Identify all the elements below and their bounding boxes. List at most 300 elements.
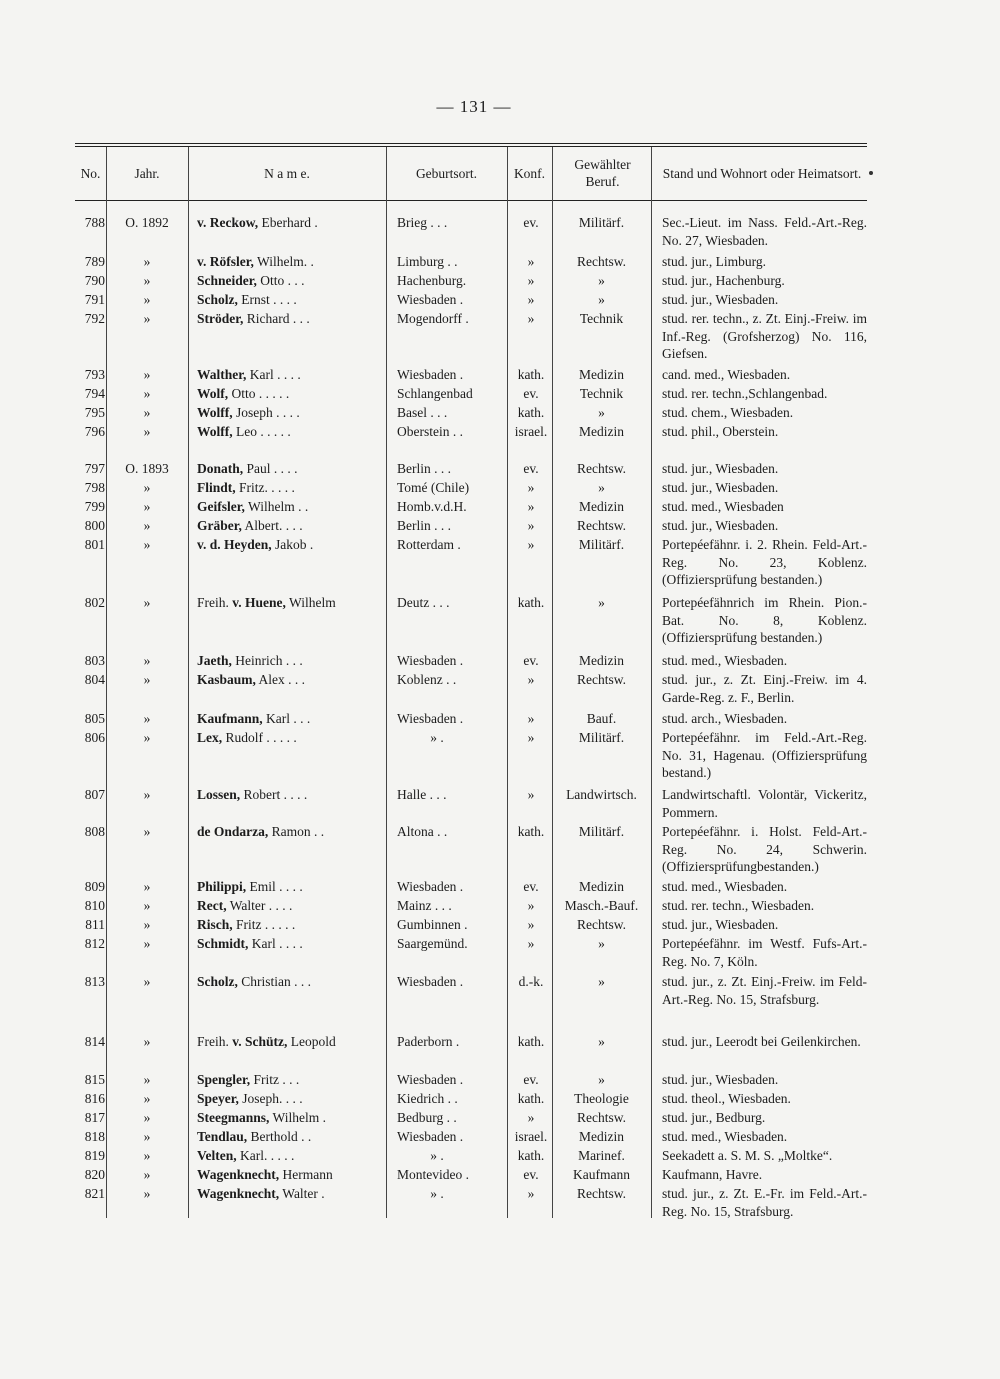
given-name: Karl . . . . (249, 367, 301, 382)
cell-geburtsort: Altona . . (397, 824, 448, 839)
cell-geburtsort: Mainz . . . (397, 898, 452, 913)
cell-name (197, 671, 383, 689)
cell-geburtsort: Wiesbaden . (397, 367, 464, 382)
cell-jahr: » (143, 898, 151, 913)
surname: Geifsler, (197, 499, 245, 514)
cell-stand: Portepéefähnrich im Rhein. Pion.-Bat. No. 8, Koblenz. (Offiziersprüfung bestanden.) (662, 595, 867, 646)
cell-no: 808 (84, 824, 105, 839)
cell-konf: » (527, 311, 535, 326)
cell-geburtsort: Montevideo . (397, 1167, 469, 1182)
cell-name (197, 710, 383, 728)
cell-geburtsort: » . (430, 1148, 444, 1163)
cell-stand: stud. rer. techn., z. Zt. Einj.-Freiw. im Inf.-Reg. (Grofsherzog) No. 116, Giefsen. (662, 311, 867, 362)
cell-stand: stud. theol., Wiesbaden. (662, 1091, 791, 1106)
surname: Steegmanns, (197, 1110, 270, 1125)
surname: Velten, (197, 1148, 237, 1163)
cell-geburtsort: Rotterdam . (397, 537, 461, 552)
cell-jahr: » (143, 879, 151, 894)
cell-beruf: Militärf. (578, 537, 625, 552)
cell-no: 797 (84, 461, 105, 476)
given-name: Otto . . . (260, 273, 305, 288)
cell-jahr: » (143, 653, 151, 668)
column-divider (651, 147, 652, 1218)
cell-konf: ev. (523, 879, 539, 894)
cell-name (197, 878, 383, 896)
given-name: Karl . . . (266, 711, 311, 726)
given-name: Karl. . . . . (240, 1148, 295, 1163)
cell-jahr: » (143, 273, 151, 288)
given-name: Emil . . . . (249, 879, 303, 894)
cell-stand: stud. med., Wiesbaden (662, 499, 784, 514)
cell-no: 796 (84, 424, 105, 439)
cell-no: 806 (84, 730, 105, 745)
name-prefix: Freih. (197, 595, 229, 610)
cell-jahr: » (143, 1148, 151, 1163)
cell-konf: kath. (517, 824, 545, 839)
cell-konf: » (527, 480, 535, 495)
cell-beruf: Militärf. (578, 730, 625, 745)
cell-beruf: » (598, 595, 605, 610)
cell-jahr: » (143, 936, 151, 951)
cell-name (197, 404, 383, 422)
cell-geburtsort: Schlangenbad (397, 386, 473, 401)
surname: Risch, (197, 917, 233, 932)
cell-stand: stud. med., Wiesbaden. (662, 653, 788, 668)
surname: Schneider, (197, 273, 257, 288)
cell-name (197, 366, 383, 384)
cell-name (197, 594, 383, 612)
cell-beruf: Kaufmann (573, 1167, 630, 1182)
surname: Spengler, (197, 1072, 251, 1087)
cell-stand: stud. jur., Hachenburg. (662, 273, 785, 288)
surname: v. Schütz, (232, 1034, 288, 1049)
cell-jahr: » (143, 386, 151, 401)
cell-konf: ev. (523, 1072, 539, 1087)
cell-geburtsort: Hachenburg. (397, 273, 467, 288)
given-name: Paul . . . . (246, 461, 298, 476)
cell-no: 795 (84, 405, 105, 420)
given-name: Ramon . . (271, 824, 325, 839)
cell-geburtsort: » . (430, 730, 444, 745)
cell-name (197, 498, 383, 516)
given-name: Richard . . . (246, 311, 310, 326)
cell-geburtsort: Mogendorff . (397, 311, 469, 326)
cell-geburtsort: Homb.v.d.H. (397, 499, 467, 514)
surname: Lex, (197, 730, 223, 745)
cell-no: 788 (84, 215, 105, 230)
cell-geburtsort: Kiedrich . . (397, 1091, 458, 1106)
given-name: Albert. . . . (244, 518, 303, 533)
surname: Speyer, (197, 1091, 239, 1106)
cell-konf: ev. (523, 215, 539, 230)
cell-name (197, 291, 383, 309)
surname: Rect, (197, 898, 227, 913)
cell-jahr: » (143, 1072, 151, 1087)
cell-geburtsort: Wiesbaden . (397, 879, 464, 894)
cell-no: 790 (84, 273, 105, 288)
cell-geburtsort: Berlin . . . (397, 461, 451, 476)
cell-name (197, 973, 383, 991)
cell-konf: » (527, 711, 535, 726)
cell-beruf: Rechtsw. (577, 917, 626, 932)
cell-konf: d.-k. (518, 974, 544, 989)
cell-no: 821 (84, 1186, 105, 1201)
surname: Kasbaum, (197, 672, 256, 687)
cell-jahr: » (143, 292, 151, 307)
cell-geburtsort: Wiesbaden . (397, 974, 464, 989)
surname: Wolff, (197, 405, 233, 420)
surname: de Ondarza, (197, 824, 269, 839)
cell-jahr: » (143, 1167, 151, 1182)
cell-no: 804 (84, 672, 105, 687)
cell-stand: stud. jur., z. Zt. E.-Fr. im Feld.-Art.-Reg. No. 15, Strafsburg. (662, 1186, 867, 1219)
cell-konf: » (527, 936, 535, 951)
cell-name (197, 786, 383, 804)
cell-name (197, 310, 383, 328)
cell-konf: ev. (523, 653, 539, 668)
cell-name (197, 517, 383, 535)
cell-name (197, 1128, 383, 1146)
surname: Kaufmann, (197, 711, 263, 726)
cell-beruf: Rechtsw. (577, 461, 626, 476)
surname: Wolff, (197, 424, 233, 439)
surname: Gräber, (197, 518, 242, 533)
cell-no: 801 (84, 537, 105, 552)
cell-beruf: Rechtsw. (577, 254, 626, 269)
cell-beruf: » (598, 273, 605, 288)
cell-geburtsort: Koblenz . . (397, 672, 457, 687)
top-rule (75, 143, 867, 144)
cell-stand: stud. jur., Limburg. (662, 254, 767, 269)
cell-stand: stud. phil., Oberstein. (662, 424, 779, 439)
cell-geburtsort: Bedburg . . (397, 1110, 457, 1125)
cell-konf: » (527, 1186, 535, 1201)
cell-beruf: Masch.-Bauf. (564, 898, 639, 913)
cell-name (197, 1166, 383, 1184)
surname: Flindt, (197, 480, 236, 495)
cell-geburtsort: Tomé (Chile) (397, 480, 470, 495)
header-jahr: Jahr. (134, 165, 160, 181)
given-name: Berthold . . (250, 1129, 312, 1144)
cell-stand: stud. rer. techn.,Schlangenbad. (662, 386, 828, 401)
cell-stand: stud. jur., Wiesbaden. (662, 480, 779, 495)
cell-no: 815 (84, 1072, 105, 1087)
cell-name (197, 1109, 383, 1127)
header-stand: Stand und Wohnort oder Heimatsort. (662, 165, 862, 181)
cell-konf: » (527, 787, 535, 802)
cell-beruf: Technik (579, 311, 624, 326)
cell-stand: stud. jur., Wiesbaden. (662, 518, 779, 533)
cell-geburtsort: Halle . . . (397, 787, 447, 802)
cell-beruf: Rechtsw. (577, 518, 626, 533)
cell-name (197, 460, 383, 478)
surname: Donath, (197, 461, 244, 476)
cell-geburtsort: Wiesbaden . (397, 711, 464, 726)
cell-name (197, 423, 383, 441)
cell-geburtsort: Wiesbaden . (397, 292, 464, 307)
cell-beruf: » (598, 936, 605, 951)
cell-geburtsort: Paderborn . (397, 1034, 460, 1049)
dot-mark (869, 171, 873, 175)
cell-konf: » (527, 499, 535, 514)
cell-no: 820 (84, 1167, 105, 1182)
cell-jahr: » (143, 518, 151, 533)
cell-konf: ev. (523, 386, 539, 401)
given-name: Hermann (282, 1167, 333, 1182)
cell-stand: stud. jur., Wiesbaden. (662, 1072, 779, 1087)
cell-beruf: » (598, 1072, 605, 1087)
cell-konf: kath. (517, 405, 545, 420)
surname: v. Huene, (232, 595, 286, 610)
given-name: Jakob . (275, 537, 314, 552)
surname: Wolf, (197, 386, 229, 401)
cell-konf: » (527, 518, 535, 533)
cell-no: 794 (84, 386, 105, 401)
cell-jahr: » (143, 711, 151, 726)
name-prefix: Freih. (197, 1034, 229, 1049)
cell-jahr: » (143, 405, 151, 420)
cell-no: 812 (84, 936, 105, 951)
surname: Lossen, (197, 787, 241, 802)
given-name: Joseph . . . . (236, 405, 300, 420)
given-name: Wilhelm (289, 595, 336, 610)
cell-geburtsort: Gumbinnen . (397, 917, 468, 932)
cell-stand: stud. rer. techn., Wiesbaden. (662, 898, 815, 913)
cell-name (197, 479, 383, 497)
given-name: Fritz . . . (253, 1072, 300, 1087)
cell-stand: stud. jur., Bedburg. (662, 1110, 766, 1125)
cell-beruf: » (598, 1034, 605, 1049)
cell-beruf: Medizin (579, 653, 624, 668)
cell-geburtsort: Wiesbaden . (397, 1129, 464, 1144)
cell-jahr: » (143, 537, 151, 552)
given-name: Ernst . . . . (241, 292, 297, 307)
cell-name (197, 1147, 383, 1165)
surname: Wagenknecht, (197, 1186, 280, 1201)
cell-jahr: » (143, 424, 151, 439)
column-divider (188, 147, 189, 1218)
cell-name (197, 652, 383, 670)
cell-jahr: » (143, 367, 151, 382)
cell-konf: israel. (514, 424, 548, 439)
cell-geburtsort: Deutz . . . (397, 595, 450, 610)
cell-stand: Portepéefähnr. i. 2. Rhein. Feld-Art.-Reg. No. 23, Koblenz. (Offiziersprüfung bestanden.) (662, 537, 867, 588)
cell-jahr: » (143, 1110, 151, 1125)
cell-beruf: » (598, 405, 605, 420)
cell-stand: stud. jur., Leerodt bei Geilenkirchen. (662, 1034, 861, 1049)
given-name: Wilhelm. . (257, 254, 314, 269)
top-rule-inner (75, 146, 867, 147)
cell-name (197, 1090, 383, 1108)
cell-konf: » (527, 273, 535, 288)
cell-geburtsort: Berlin . . . (397, 518, 451, 533)
cell-konf: kath. (517, 1091, 545, 1106)
cell-geburtsort: Wiesbaden . (397, 1072, 464, 1087)
cell-geburtsort: Brieg . . . (397, 215, 448, 230)
cell-beruf: Bauf. (586, 711, 617, 726)
surname: v. Röfsler, (197, 254, 254, 269)
cell-no: 810 (84, 898, 105, 913)
header-name: N a m e. (264, 165, 310, 181)
cell-stand: stud. jur., z. Zt. Einj.-Freiw. im 4. Garde-Reg. z. F., Berlin. (662, 672, 867, 705)
cell-no: 792 (84, 311, 105, 326)
cell-geburtsort: Basel . . . (397, 405, 448, 420)
cell-konf: israel. (514, 1129, 548, 1144)
cell-konf: kath. (517, 595, 545, 610)
cell-no: 802 (84, 595, 105, 610)
cell-no: 799 (84, 499, 105, 514)
cell-jahr: » (143, 254, 151, 269)
header-no: No. (80, 165, 101, 181)
cell-name (197, 823, 383, 841)
cell-name (197, 1185, 383, 1203)
cell-konf: ev. (523, 461, 539, 476)
cell-beruf: » (598, 292, 605, 307)
cell-stand: stud. med., Wiesbaden. (662, 879, 788, 894)
cell-beruf: Marinef. (578, 1148, 625, 1163)
cell-jahr: O. 1893 (125, 461, 169, 476)
cell-name (197, 385, 383, 403)
cell-jahr: » (143, 787, 151, 802)
cell-no: 807 (84, 787, 105, 802)
given-name: Wilhelm . (272, 1110, 326, 1125)
cell-name (197, 729, 383, 747)
cell-geburtsort: » . (430, 1186, 444, 1201)
surname: Philippi, (197, 879, 247, 894)
given-name: Eberhard . (261, 215, 318, 230)
cell-name (197, 935, 383, 953)
cell-no: 791 (84, 292, 105, 307)
cell-name (197, 1071, 383, 1089)
cell-name (197, 536, 383, 554)
cell-konf: kath. (517, 367, 545, 382)
cell-konf: » (527, 898, 535, 913)
cell-konf: » (527, 254, 535, 269)
surname: Schmidt, (197, 936, 249, 951)
cell-no: 818 (84, 1129, 105, 1144)
cell-geburtsort: Wiesbaden . (397, 653, 464, 668)
cell-stand: Portepéefähnr. im Westf. Fufs-Art.-Reg. No. 7, Köln. (662, 936, 867, 969)
cell-stand: Kaufmann, Havre. (662, 1167, 763, 1182)
surname: Scholz, (197, 974, 238, 989)
surname: Ströder, (197, 311, 244, 326)
cell-jahr: » (143, 917, 151, 932)
cell-konf: » (527, 537, 535, 552)
surname: v. d. Heyden, (197, 537, 272, 552)
cell-beruf: Rechtsw. (577, 1110, 626, 1125)
given-name: Fritz. . . . . (239, 480, 295, 495)
cell-beruf: Militärf. (578, 215, 625, 230)
cell-no: 793 (84, 367, 105, 382)
cell-beruf: Rechtsw. (577, 1186, 626, 1201)
cell-jahr: » (143, 730, 151, 745)
header-rule (75, 200, 867, 201)
cell-no: 817 (84, 1110, 105, 1125)
column-divider (386, 147, 387, 1218)
cell-beruf: Theologie (574, 1091, 629, 1106)
given-name: Rudolf . . . . . (225, 730, 297, 745)
cell-name (197, 897, 383, 915)
cell-stand: Portepéefähnr. im Feld.-Art.-Reg. No. 31, Hagenau. (Offiziersprüfung bestand.) (662, 730, 867, 781)
cell-name (197, 272, 383, 290)
header-konf: Konf. (513, 165, 546, 181)
given-name: Leopold (290, 1034, 336, 1049)
cell-konf: » (527, 672, 535, 687)
cell-beruf: » (598, 480, 605, 495)
cell-jahr: » (143, 672, 151, 687)
cell-jahr: » (143, 1129, 151, 1144)
cell-stand: stud. jur., Wiesbaden. (662, 917, 779, 932)
cell-konf: » (527, 730, 535, 745)
surname: v. Reckow, (197, 215, 259, 230)
surname: Jaeth, (197, 653, 232, 668)
given-name: Otto . . . . . (231, 386, 290, 401)
cell-stand: stud. chem., Wiesbaden. (662, 405, 794, 420)
cell-geburtsort: Oberstein . . (397, 424, 463, 439)
cell-jahr: » (143, 1091, 151, 1106)
cell-jahr: » (143, 311, 151, 326)
cell-stand: Landwirtschaftl. Volontär, Vickeritz, Pommern. (662, 787, 867, 820)
cell-beruf: Technik (579, 386, 624, 401)
cell-beruf: Medizin (579, 424, 624, 439)
given-name: Wilhelm . . (248, 499, 309, 514)
surname: Tendlau, (197, 1129, 248, 1144)
cell-jahr: » (143, 974, 151, 989)
cell-jahr: » (143, 1186, 151, 1201)
cell-jahr: » (143, 480, 151, 495)
cell-name (197, 1033, 383, 1051)
cell-stand: cand. med., Wiesbaden. (662, 367, 791, 382)
cell-name (197, 253, 383, 271)
cell-no: 819 (84, 1148, 105, 1163)
cell-geburtsort: Saargemünd. (397, 936, 468, 951)
cell-beruf: Medizin (579, 1129, 624, 1144)
cell-stand: Sec.-Lieut. im Nass. Feld.-Art.-Reg. No. 27, Wiesbaden. (662, 215, 867, 248)
cell-stand: stud. med., Wiesbaden. (662, 1129, 788, 1144)
surname: Scholz, (197, 292, 238, 307)
cell-konf: » (527, 292, 535, 307)
cell-no: 805 (84, 711, 105, 726)
cell-stand: stud. jur., z. Zt. Einj.-Freiw. im Feld-Art.-Reg. No. 15, Strafsburg. (662, 974, 867, 1007)
column-divider (507, 147, 508, 1218)
surname: Wagenknecht, (197, 1167, 280, 1182)
given-name: Heinrich . . . (235, 653, 303, 668)
cell-no: 800 (84, 518, 105, 533)
cell-konf: kath. (517, 1034, 545, 1049)
cell-no: 789 (84, 254, 105, 269)
cell-no: 811 (85, 917, 105, 932)
given-name: Robert . . . . (243, 787, 308, 802)
given-name: Alex . . . (258, 672, 306, 687)
cell-name (197, 214, 383, 232)
cell-beruf: Landwirtsch. (566, 787, 637, 802)
given-name: Christian . . . (241, 974, 312, 989)
cell-jahr: » (143, 595, 151, 610)
cell-jahr: » (143, 499, 151, 514)
cell-stand: Portepéefähnr. i. Holst. Feld-Art.-Reg. No. 24, Schwerin. (Offiziersprüfungbestanden.) (662, 824, 867, 875)
given-name: Walter . . . . (229, 898, 293, 913)
cell-stand: Seekadett a. S. M. S. „Moltke“. (662, 1148, 833, 1163)
cell-beruf: Medizin (579, 499, 624, 514)
cell-konf: » (527, 917, 535, 932)
cell-jahr: » (143, 1034, 151, 1049)
page-number: — 131 — (436, 97, 512, 116)
cell-no: 798 (84, 480, 105, 495)
cell-stand: stud. jur., Wiesbaden. (662, 461, 779, 476)
cell-konf: » (527, 1110, 535, 1125)
given-name: Fritz . . . . . (236, 917, 296, 932)
surname: Walther, (197, 367, 247, 382)
